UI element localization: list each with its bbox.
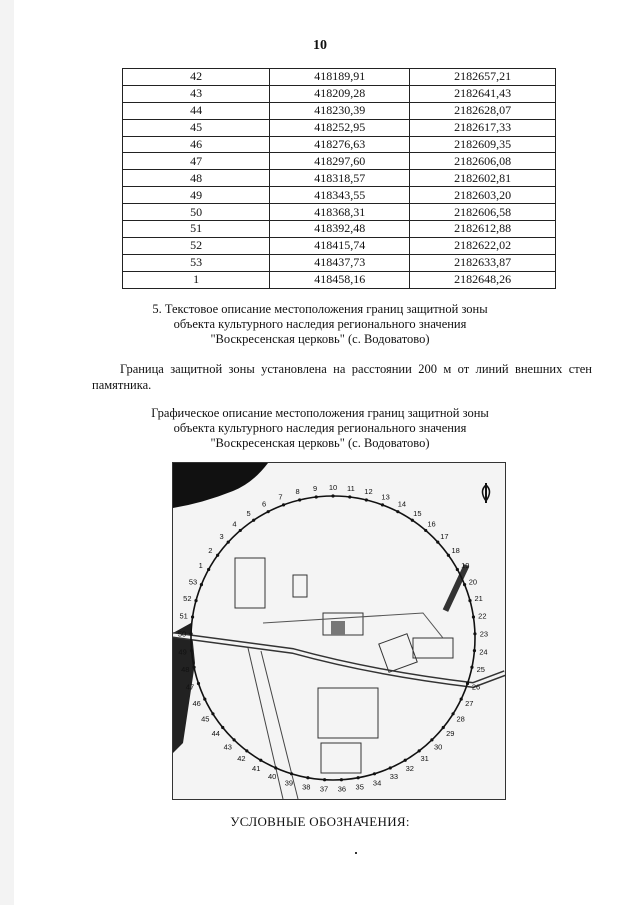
point-label: 23	[479, 629, 489, 639]
y-coordinate-cell: 2182628,07	[410, 102, 556, 119]
boundary-point	[424, 529, 427, 532]
point-label: 6	[261, 499, 267, 509]
point-number-cell: 45	[123, 119, 270, 136]
point-label: 10	[328, 483, 338, 492]
section-5-line-2: объекта культурного наследия регионального значения	[173, 317, 467, 331]
boundary-point	[442, 726, 445, 729]
section-5-heading	[0, 302, 640, 347]
point-label: 40	[267, 772, 277, 782]
building-1	[235, 558, 265, 608]
y-coordinate-cell: 2182622,02	[410, 237, 556, 254]
point-label: 20	[468, 577, 478, 587]
graphic-line-1: Графическое описание местоположения границ защитной зоны	[151, 406, 489, 420]
boundary-point	[365, 498, 368, 501]
boundary-point	[315, 495, 318, 498]
point-label: 25	[476, 665, 485, 675]
boundary-point	[259, 759, 262, 762]
point-label: 32	[405, 764, 414, 774]
point-number-cell: 53	[123, 254, 270, 271]
boundary-point	[430, 738, 433, 741]
point-label: 22	[478, 611, 487, 621]
x-coordinate-cell: 418415,74	[270, 237, 410, 254]
graphic-line-2: объекта культурного наследия регионального значения	[173, 421, 467, 435]
graphic-heading	[0, 406, 640, 451]
boundary-point	[216, 554, 219, 557]
boundary-point	[245, 749, 248, 752]
y-coordinate-cell: 2182609,35	[410, 136, 556, 153]
x-coordinate-cell: 418297,60	[270, 153, 410, 170]
boundary-point	[221, 726, 224, 729]
section-5-line-1: 5. Текстовое описание местоположения границ защитной зоны	[152, 302, 488, 316]
y-coordinate-cell: 2182606,58	[410, 204, 556, 221]
table-row	[123, 271, 556, 288]
boundary-point	[447, 554, 450, 557]
boundary-point	[197, 682, 200, 685]
point-label: 13	[381, 492, 390, 502]
x-coordinate-cell: 418437,73	[270, 254, 410, 271]
boundary-point	[460, 697, 463, 700]
point-label: 50	[177, 629, 187, 639]
boundary-point	[290, 772, 293, 775]
point-label: 41	[252, 764, 261, 774]
point-label: 17	[440, 532, 449, 542]
dark-tree-area-top-left	[173, 463, 268, 508]
y-coordinate-cell: 2182602,81	[410, 170, 556, 187]
boundary-point	[189, 632, 192, 635]
boundary-point	[200, 583, 203, 586]
x-coordinate-cell: 418276,63	[270, 136, 410, 153]
point-label: 37	[319, 784, 329, 794]
point-label: 3	[219, 532, 224, 542]
boundary-point	[239, 529, 242, 532]
map-svg	[173, 463, 505, 799]
point-label: 43	[223, 742, 232, 752]
boundary-point	[473, 649, 476, 652]
point-label: 2	[208, 545, 213, 555]
point-number-cell: 48	[123, 170, 270, 187]
x-coordinate-cell: 418209,28	[270, 85, 410, 102]
x-coordinate-cell: 418368,31	[270, 204, 410, 221]
point-label: 11	[346, 484, 355, 494]
boundary-point	[203, 697, 206, 700]
point-label: 8	[295, 487, 300, 497]
plot-boundary	[263, 613, 443, 638]
point-label: 24	[479, 647, 488, 657]
point-label: 53	[188, 577, 198, 587]
table-row	[123, 136, 556, 153]
point-label: 28	[456, 714, 465, 724]
boundary-point	[436, 541, 439, 544]
point-number-cell: 50	[123, 204, 270, 221]
boundary-point	[473, 632, 476, 635]
boundary-point	[282, 503, 285, 506]
boundary-point	[306, 776, 309, 779]
point-label: 36	[337, 784, 347, 794]
y-coordinate-cell: 2182641,43	[410, 85, 556, 102]
point-number-cell: 49	[123, 187, 270, 204]
building-2	[293, 575, 307, 597]
boundary-point	[298, 498, 301, 501]
point-label: 52	[183, 594, 192, 604]
x-coordinate-cell: 418458,16	[270, 271, 410, 288]
boundary-point	[472, 615, 475, 618]
point-label: 31	[420, 754, 429, 764]
page-number: 10	[313, 38, 327, 53]
table-row	[123, 204, 556, 221]
boundary-point	[227, 541, 230, 544]
point-label: 12	[364, 487, 373, 497]
building-5	[413, 638, 453, 658]
boundary-point	[267, 510, 270, 513]
x-coordinate-cell: 418189,91	[270, 69, 410, 86]
point-label: 42	[237, 754, 246, 764]
coordinates-table	[122, 68, 556, 289]
boundary-point	[207, 568, 210, 571]
y-coordinate-cell: 2182606,08	[410, 153, 556, 170]
point-label: 7	[278, 492, 283, 502]
point-number-cell: 52	[123, 237, 270, 254]
boundary-point	[463, 583, 466, 586]
boundary-point	[470, 666, 473, 669]
point-number-cell: 43	[123, 85, 270, 102]
boundary-point	[373, 772, 376, 775]
point-label: 49	[178, 647, 187, 657]
point-label: 27	[465, 698, 474, 708]
table-row	[123, 102, 556, 119]
point-label: 15	[413, 508, 422, 518]
table-row	[123, 170, 556, 187]
boundary-point	[331, 494, 334, 497]
point-label: 21	[474, 594, 483, 604]
point-label: 38	[302, 782, 311, 792]
y-coordinate-cell: 2182657,21	[410, 69, 556, 86]
point-label: 35	[355, 782, 364, 792]
table-row	[123, 85, 556, 102]
y-coordinate-cell: 2182617,33	[410, 119, 556, 136]
point-number-cell: 1	[123, 271, 270, 288]
point-label: 39	[284, 778, 294, 788]
graphic-line-3: "Воскресенская церковь" (с. Водоватово)	[210, 436, 430, 450]
point-label: 33	[389, 772, 399, 782]
boundary-point	[357, 776, 360, 779]
boundary-point	[466, 682, 469, 685]
point-label: 19	[461, 561, 470, 571]
boundary-point	[190, 649, 193, 652]
table-row	[123, 254, 556, 271]
building-4	[379, 634, 417, 672]
y-coordinate-cell: 2182633,87	[410, 254, 556, 271]
boundary-point	[340, 778, 343, 781]
point-number-cell: 46	[123, 136, 270, 153]
point-label: 45	[201, 714, 210, 724]
boundary-paragraph-text: Граница защитной зоны установлена на расстоянии 200 м от линий внешних стен памятника.	[92, 362, 592, 392]
protection-zone-map	[172, 462, 506, 800]
point-label: 46	[192, 698, 201, 708]
x-coordinate-cell: 418392,48	[270, 221, 410, 238]
scan-edge-noise	[0, 0, 14, 905]
boundary-point	[389, 766, 392, 769]
point-label: 1	[198, 561, 203, 571]
table-row	[123, 187, 556, 204]
x-coordinate-cell: 418318,57	[270, 170, 410, 187]
y-coordinate-cell: 2182612,88	[410, 221, 556, 238]
point-number-cell: 51	[123, 221, 270, 238]
boundary-point	[396, 510, 399, 513]
building-6	[318, 688, 378, 738]
point-label: 16	[427, 519, 436, 529]
boundary-point	[348, 495, 351, 498]
point-label: 44	[211, 729, 220, 739]
boundary-point	[194, 599, 197, 602]
x-coordinate-cell: 418252,95	[270, 119, 410, 136]
boundary-point	[418, 749, 421, 752]
point-label: 51	[179, 611, 188, 621]
section-5-line-3: "Воскресенская церковь" (с. Водоватово)	[210, 332, 430, 346]
boundary-point	[404, 759, 407, 762]
point-label: 18	[451, 545, 460, 555]
x-coordinate-cell: 418343,55	[270, 187, 410, 204]
church-building	[331, 621, 345, 635]
boundary-point	[381, 503, 384, 506]
point-number-cell: 42	[123, 69, 270, 86]
point-label: 14	[397, 499, 407, 509]
boundary-point	[456, 568, 459, 571]
speck	[355, 852, 357, 854]
point-number-cell: 44	[123, 102, 270, 119]
boundary-point	[468, 599, 471, 602]
point-label: 26	[471, 682, 481, 692]
boundary-point	[323, 778, 326, 781]
boundary-paragraph	[92, 361, 592, 393]
point-label: 34	[372, 778, 382, 788]
boundary-point	[191, 615, 194, 618]
legend-heading: УСЛОВНЫЕ ОБОЗНАЧЕНИЯ:	[230, 814, 410, 829]
boundary-point	[451, 712, 454, 715]
side-road-2	[261, 651, 298, 799]
table-row	[123, 221, 556, 238]
boundary-point	[192, 666, 195, 669]
boundary-point	[274, 766, 277, 769]
point-number-cell: 47	[123, 153, 270, 170]
table-row	[123, 69, 556, 86]
point-label: 48	[181, 665, 190, 675]
building-7	[321, 743, 361, 773]
x-coordinate-cell: 418230,39	[270, 102, 410, 119]
point-label: 9	[313, 484, 318, 494]
point-label: 5	[246, 508, 251, 518]
north-arrow-icon	[483, 483, 490, 503]
point-label: 29	[446, 729, 455, 739]
boundary-point	[252, 519, 255, 522]
table-row	[123, 237, 556, 254]
boundary-point	[211, 712, 214, 715]
boundary-point	[411, 519, 414, 522]
table-row	[123, 153, 556, 170]
point-label: 30	[434, 742, 443, 752]
point-label: 47	[185, 682, 195, 692]
point-label: 4	[232, 519, 237, 529]
y-coordinate-cell: 2182648,26	[410, 271, 556, 288]
y-coordinate-cell: 2182603,20	[410, 187, 556, 204]
boundary-point	[232, 738, 235, 741]
table-row	[123, 119, 556, 136]
